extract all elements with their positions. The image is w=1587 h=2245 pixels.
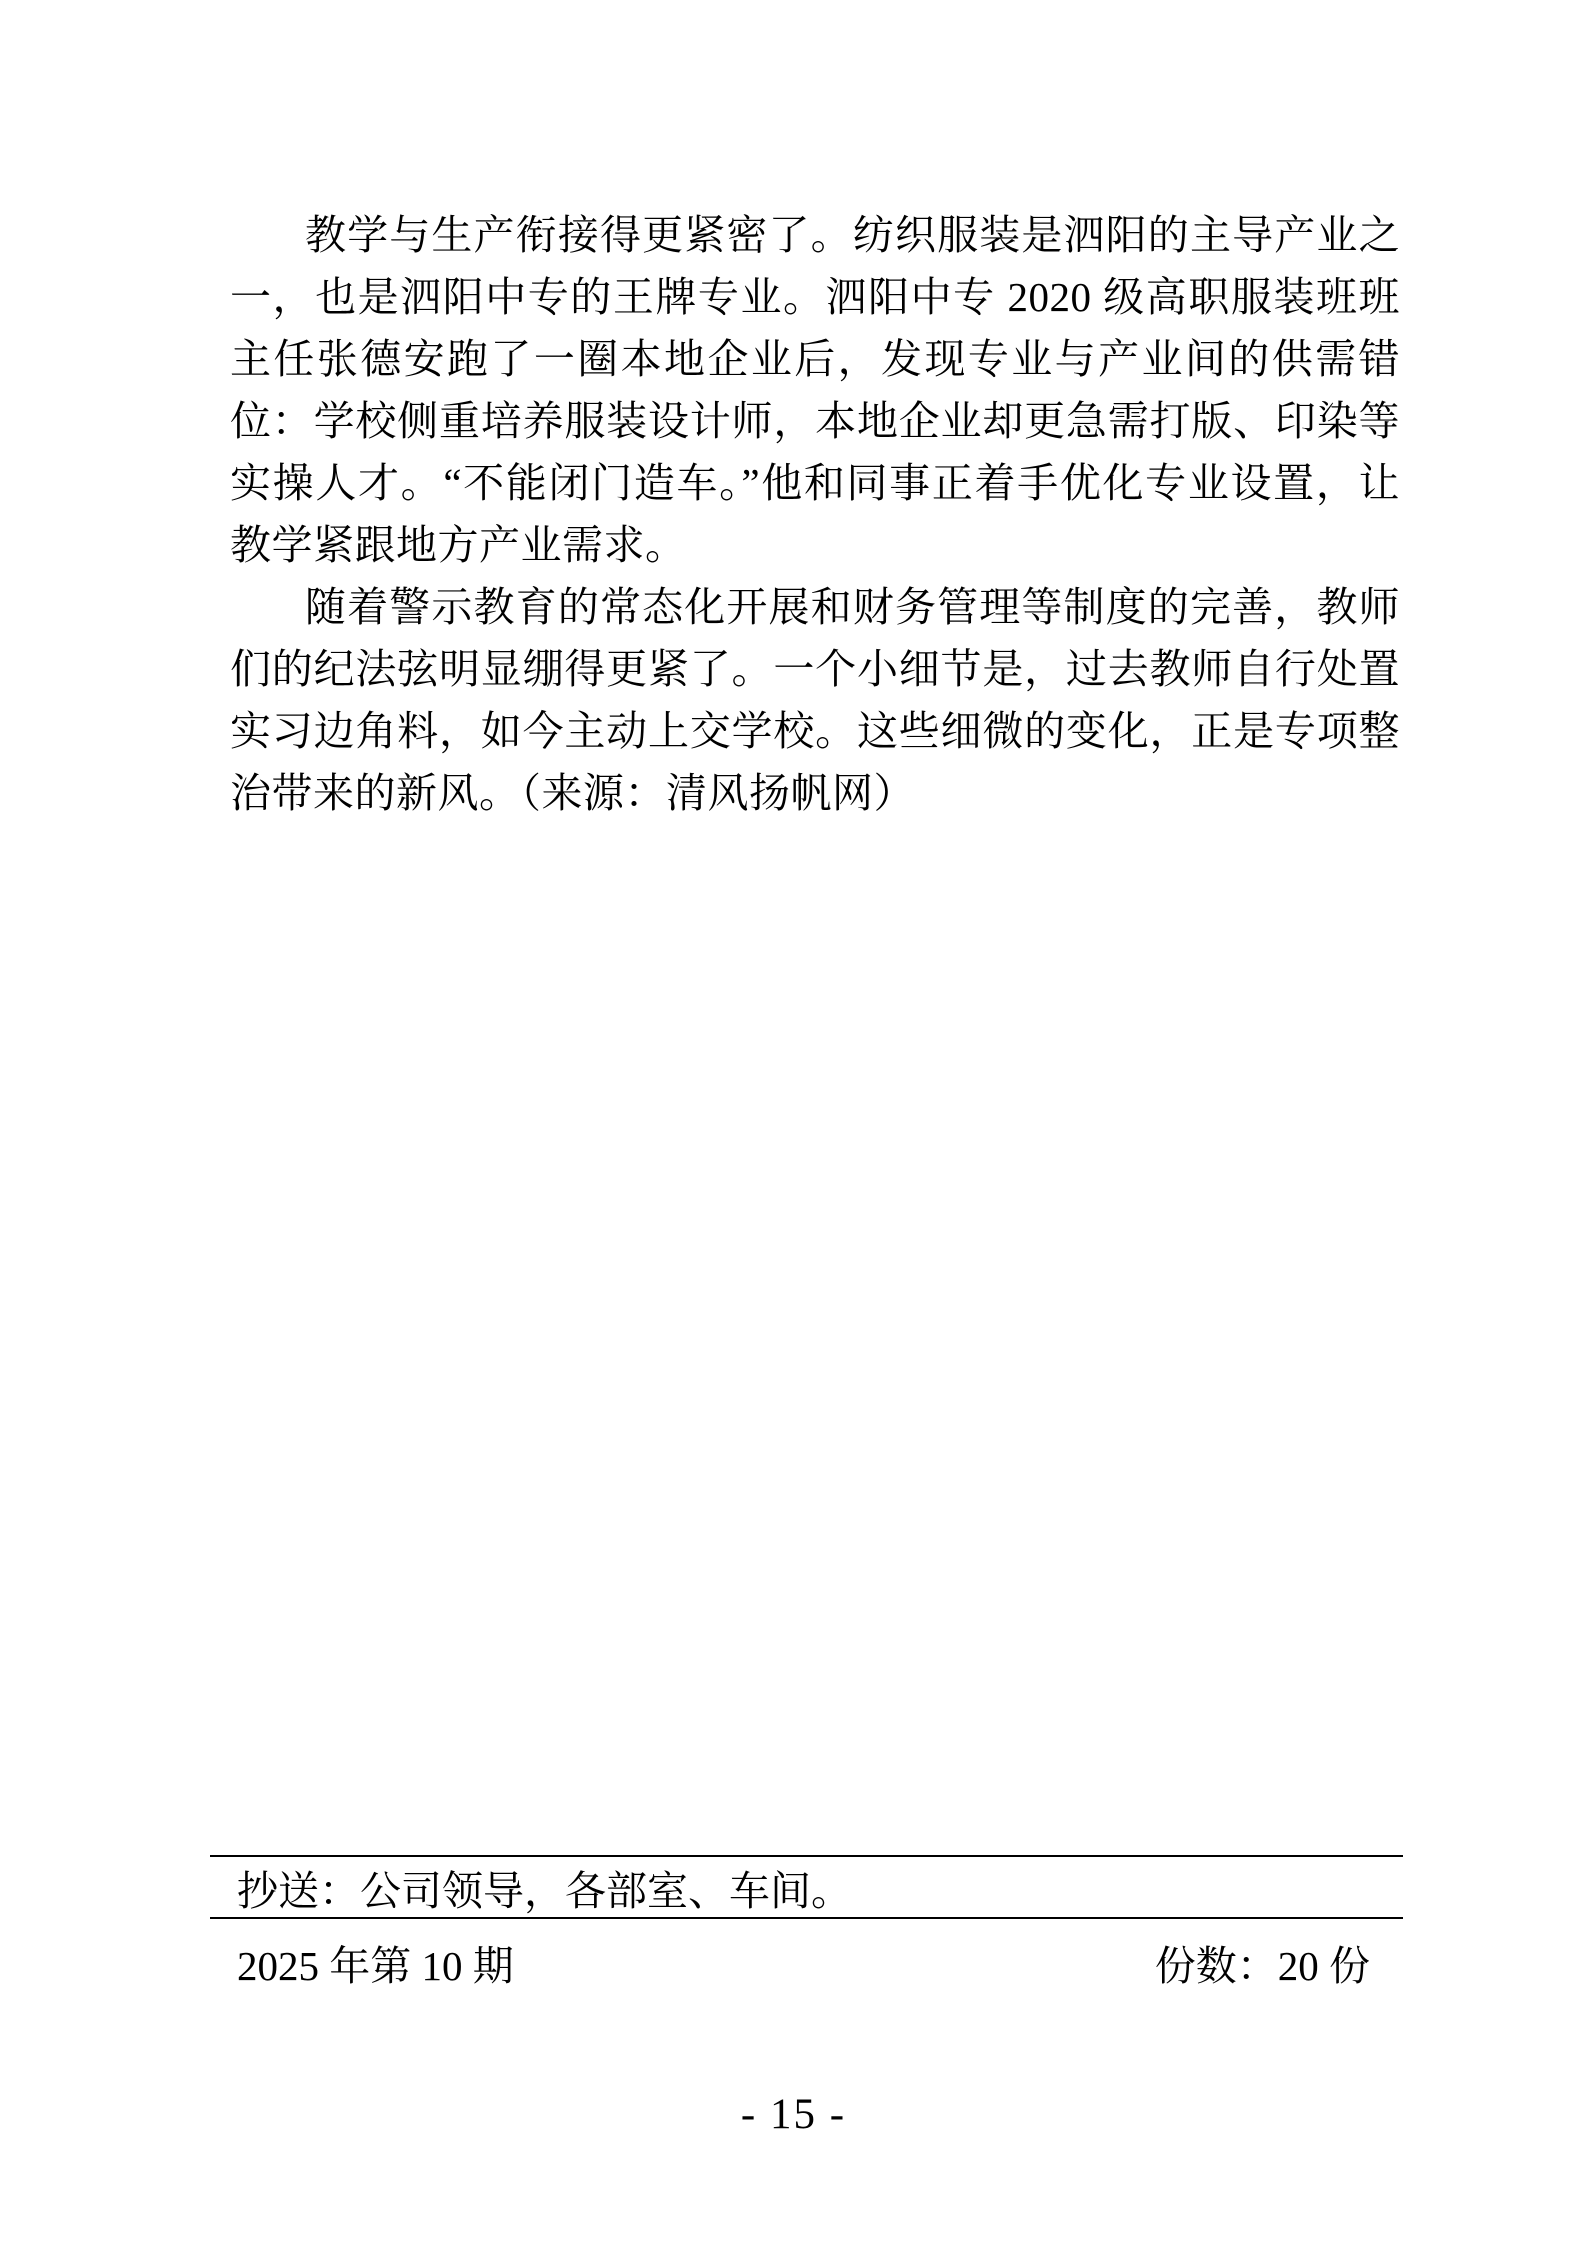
issue-number: 2025 年第 10 期 — [237, 1943, 514, 1989]
body-paragraph: 随着警示教育的常态化开展和财务管理等制度的完善，教师们的纪法弦明显绷得更紧了。一个小细节是，过去教师自行处置实习边角料，如今主动上交学校。这些细微的变化，正是专项整治带来的新风。（来源：清风扬帆网） — [230, 584, 1400, 816]
copies-count: 份数：20 份 — [1154, 1943, 1370, 1989]
cc-line: 抄送：公司领导，各部室、车间。 — [237, 1867, 852, 1914]
cc-row — [210, 1855, 1403, 1919]
document-footer — [210, 1855, 1403, 1992]
body-paragraph: 教学与生产衔接得更紧密了。纺织服装是泗阳的主导产业之一，也是泗阳中专的王牌专业。泗阳中专 2020 级高职服装班班主任张德安跑了一圈本地企业后，发现专业与产业间的供需错位：学校侧重培养服装设计师，本地企业却更急需打版、印染等实操人才。“不能闭门造车。”他和同事正着手优化专业设置，让教学紧跟地方产业需求。 — [230, 212, 1400, 568]
issue-row — [210, 1919, 1403, 1992]
page-number: - 15 - — [740, 2091, 847, 2138]
document-body — [230, 204, 1400, 824]
